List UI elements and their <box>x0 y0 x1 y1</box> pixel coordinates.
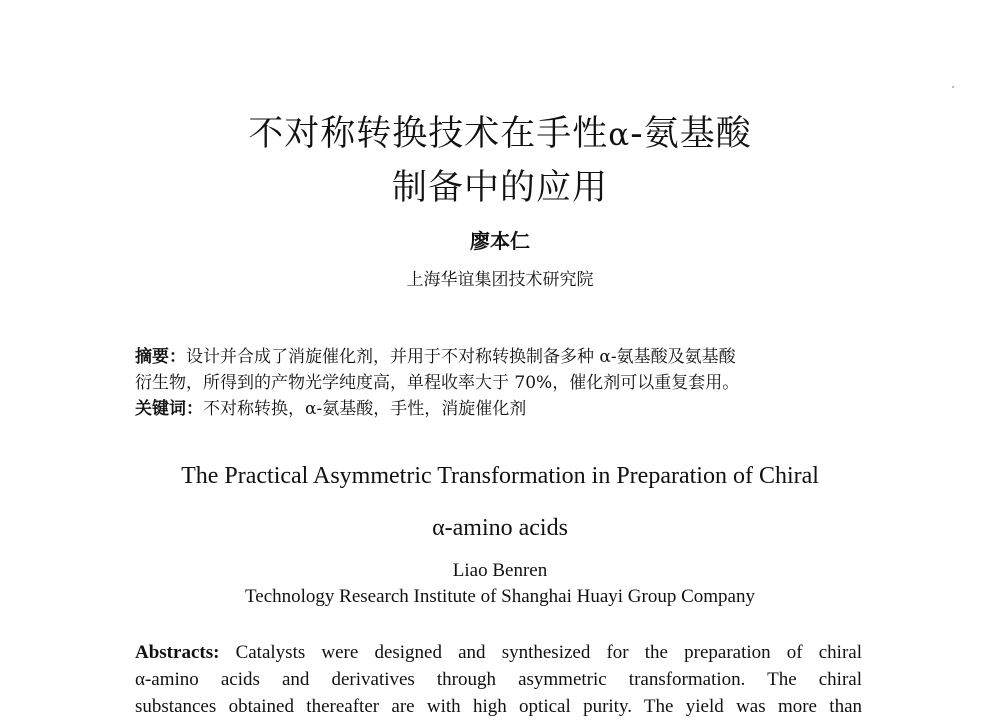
english-author: Liao Benren <box>452 560 548 581</box>
english-abstract-label: Abstracts: <box>135 642 220 663</box>
chinese-abstract-text-1: 设计并合成了消旋催化剂，并用于不对称转换制备多种 α-氨基酸及氨基酸 <box>186 347 736 367</box>
english-abstract-line-3: substances obtained thereafter are with high optical purity. The yield was more than <box>135 696 862 717</box>
english-title-line-1: The Practical Asymmetric Transformation in Preparation of Chiral <box>181 463 819 489</box>
chinese-title-line-2: 制备中的应用 <box>391 168 608 208</box>
chinese-title-part-end: -氨基酸 <box>630 114 752 154</box>
chinese-keywords-label: 关键词： <box>135 399 203 419</box>
chinese-keywords-text: 不对称转换，α-氨基酸，手性，消旋催化剂 <box>203 399 527 419</box>
english-affiliation: Technology Research Institute of Shanghai Huayi Group Company <box>245 586 755 607</box>
english-abstract-text-1: Catalysts were designed and synthesized for the preparation of chiral <box>235 642 862 663</box>
chinese-author: 廖本仁 <box>470 229 530 253</box>
english-title-line-2: α-amino acids <box>432 515 568 541</box>
chinese-title-line-1 <box>0 106 1000 156</box>
chinese-title-alpha: α <box>608 117 631 153</box>
chinese-abstract-line-2: 衍生物，所得到的产物光学纯度高，单程收率大于 70%，催化剂可以重复套用。 <box>135 373 740 393</box>
english-abstract-line-2: α-amino acids and derivatives through asymmetric transformation. The chiral <box>135 669 862 690</box>
chinese-affiliation: 上海华谊集团技术研究院 <box>406 270 594 290</box>
english-abstract-line-1 <box>135 639 862 666</box>
chinese-abstract-line-1 <box>135 344 875 370</box>
scan-speck <box>952 86 954 88</box>
chinese-keywords <box>135 396 875 422</box>
chinese-title-part: 不对称转换技术在手性 <box>248 114 609 154</box>
chinese-abstract-label: 摘要： <box>135 347 186 367</box>
